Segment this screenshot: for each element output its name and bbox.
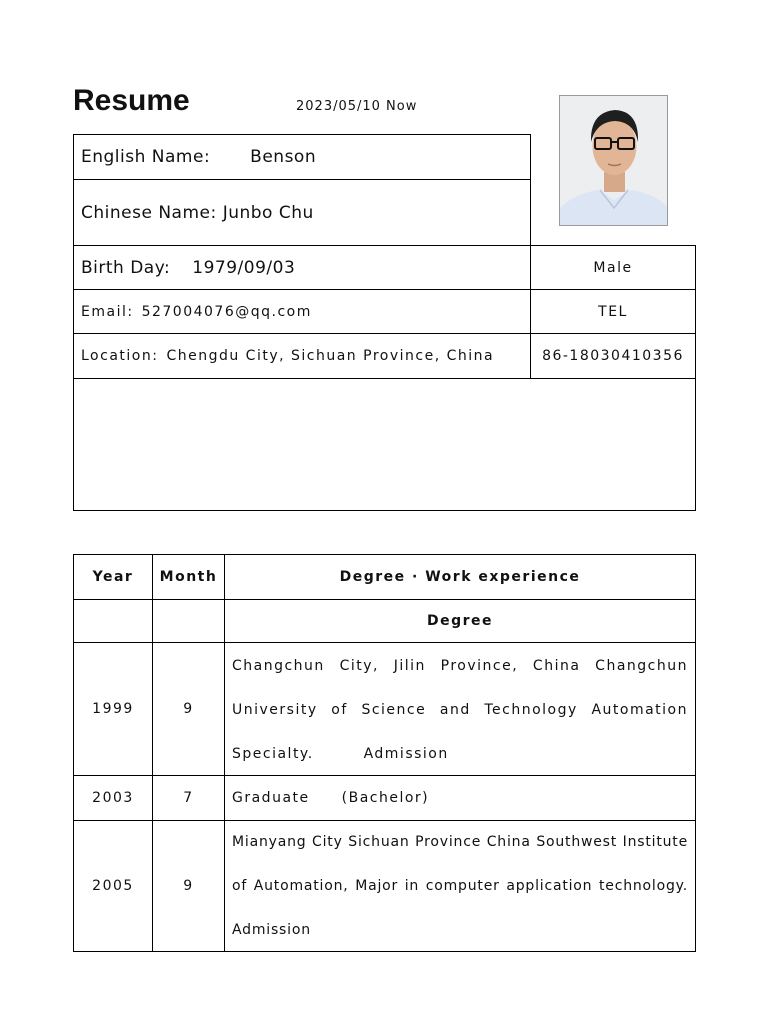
chinese-name-label: Chinese Name: bbox=[81, 202, 217, 223]
row-2003-month: 7 bbox=[183, 790, 194, 806]
row-1999-note: Admission bbox=[363, 746, 449, 762]
row-1999-month: 9 bbox=[183, 701, 194, 717]
email-row bbox=[73, 290, 530, 333]
email-value: 527004076@qq.com bbox=[141, 303, 312, 320]
degree-section-label: Degree bbox=[426, 613, 494, 629]
row-2005-month: 9 bbox=[183, 878, 194, 894]
row-2003-note: (Bachelor) bbox=[341, 790, 430, 806]
resume-title: Resume bbox=[73, 84, 190, 117]
row-1999-description bbox=[225, 644, 695, 776]
profile-photo bbox=[559, 95, 668, 226]
english-name-value: Benson bbox=[250, 147, 317, 167]
birthday-value: 1979/09/03 bbox=[192, 257, 296, 278]
chinese-name-row bbox=[73, 180, 531, 245]
tel-value: 86-18030410356 bbox=[542, 348, 684, 364]
year-header: Year bbox=[92, 569, 134, 585]
gender-value: Male bbox=[593, 259, 633, 276]
location-value: Chengdu City, Sichuan Province, China bbox=[166, 348, 495, 364]
english-name-row bbox=[73, 135, 531, 179]
month-header: Month bbox=[159, 569, 218, 585]
email-label: Email: bbox=[81, 303, 134, 320]
experience-header: Degree · Work experience bbox=[339, 569, 581, 585]
location-row bbox=[73, 334, 530, 378]
english-name-label: English Name: bbox=[81, 147, 211, 167]
row-2003-year: 2003 bbox=[92, 790, 134, 806]
tel-label: TEL bbox=[598, 303, 628, 320]
row-1999-text: Changchun City, Jilin Province, China Changchun University of Science and Technology Automation Specialty. bbox=[232, 658, 688, 762]
row-2003-description bbox=[225, 776, 695, 820]
row-2003-text: Graduate bbox=[232, 790, 310, 806]
row-2005-description bbox=[225, 820, 695, 951]
row-2005-year: 2005 bbox=[92, 878, 134, 894]
resume-date: 2023/05/10 Now bbox=[296, 99, 418, 114]
chinese-name-value: Junbo Chu bbox=[222, 202, 314, 223]
row-2005-text: Mianyang City Sichuan Province China Southwest Institute of Automation, Major in computer application technology. Admission bbox=[232, 834, 688, 938]
location-label: Location: bbox=[81, 348, 159, 364]
birthday-row bbox=[73, 246, 530, 289]
row-1999-year: 1999 bbox=[92, 701, 134, 717]
birthday-label: Birth Day: bbox=[81, 257, 171, 278]
